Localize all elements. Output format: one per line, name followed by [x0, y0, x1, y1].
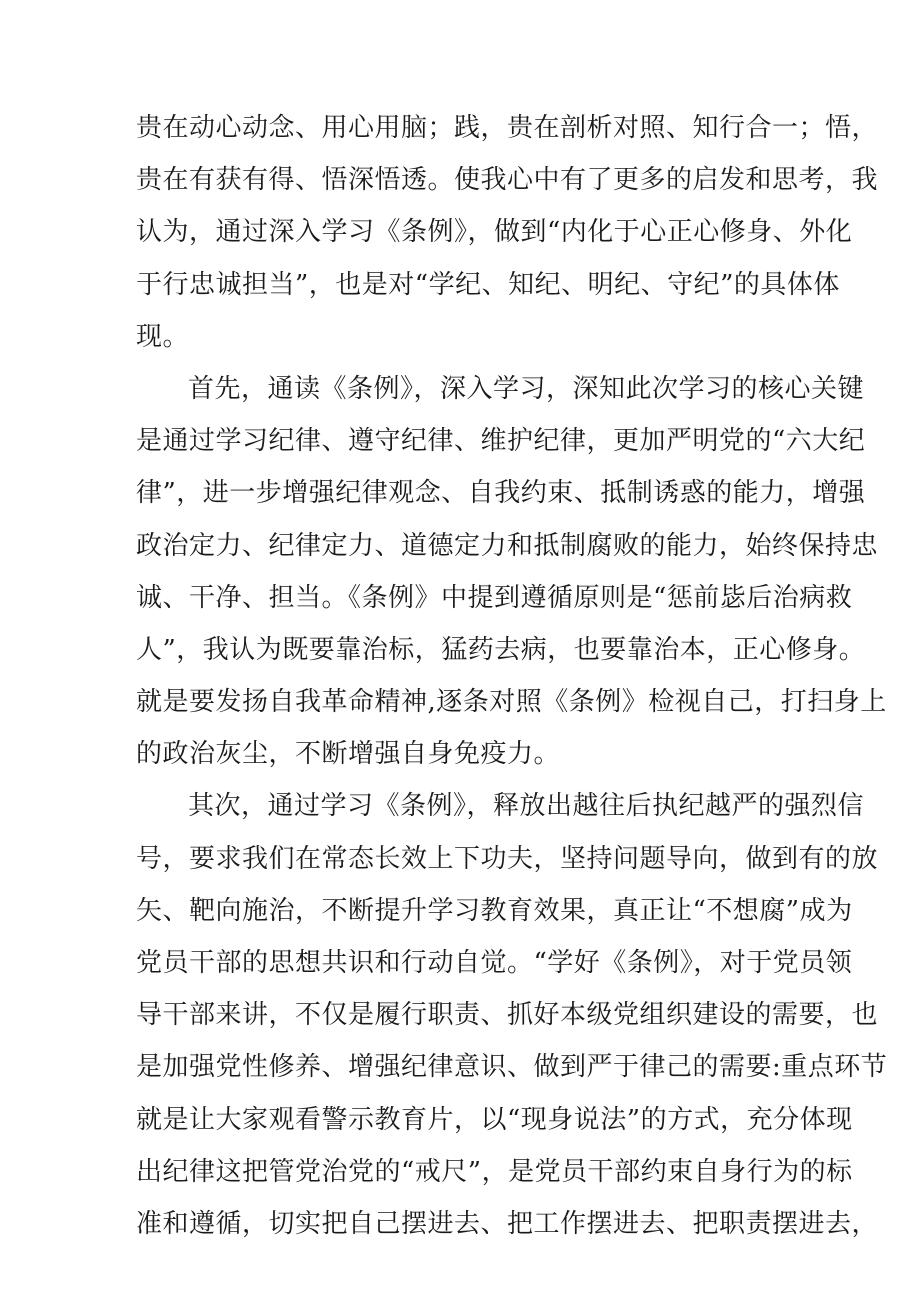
paragraph-1: [136, 102, 879, 363]
text-line: 政治定力、纪律定力、道德定力和抵制腐败的能力，始终保持忠: [136, 530, 879, 561]
text-line: 贵在动心动念、用心用脑；践，贵在剖析对照、知行合一；悟，: [136, 113, 879, 143]
text-line: 就是让大家观看警示教育片，以“现身说法”的方式，充分体现: [136, 1104, 853, 1135]
text-line: 贵在有获有得、悟深悟透。使我心中有了更多的启发和思考，我: [136, 165, 879, 196]
text-line: 现。: [136, 321, 190, 352]
text-line: 党员干部的思想共识和行动自觉。“学好《条例》，对于党员领: [136, 948, 853, 978]
text-line: 诚、干净、担当。《条例》中提到遵循原则是“惩前毖后治病救: [136, 582, 853, 613]
text-line: 的政治灰尘，不断增强自身免疫力。: [136, 739, 561, 770]
text-line: 是通过学习纪律、遵守纪律、维护纪律，更加严明党的“六大纪: [136, 426, 866, 457]
text-line: 就是要发扬自我革命精神,逐条对照《条例》检视自己，打扫身上: [136, 687, 887, 718]
text-line: 首先，通读《条例》，深入学习，深知此次学习的核心关键: [188, 373, 865, 404]
document-body: [136, 102, 888, 1250]
text-line: 导干部来讲，不仅是履行职责、抓好本级党组织建设的需要，也: [136, 1000, 879, 1031]
paragraph-2: [136, 363, 887, 781]
paragraph-3: [136, 780, 888, 1250]
text-line: 人”，我认为既要靠治标，猛药去病，也要靠治本，正心修身。: [136, 634, 866, 665]
text-line: 认为，通过深入学习《条例》，做到“内化于心正心修身、外化: [136, 217, 853, 248]
text-line: 矢、靶向施治，不断提升学习教育效果，真正让“不想腐”成为: [136, 895, 853, 926]
text-line: 出纪律这把管党治党的“戒尺”，是党员干部约束自身行为的标: [136, 1156, 853, 1187]
text-line: 号，要求我们在常态长效上下功夫，坚持问题导向，做到有的放: [136, 843, 879, 874]
text-line: 律”，进一步增强纪律观念、自我约束、抵制诱惑的能力，增强: [136, 478, 866, 509]
text-line: 于行忠诚担当”，也是对“学纪、知纪、明纪、守纪”的具体体: [136, 269, 840, 300]
text-line: 准和遵循，切实把自己摆进去、把工作摆进去、把职责摆进去，: [136, 1208, 879, 1239]
text-line: 是加强党性修养、增强纪律意识、做到严于律己的需要:重点环节: [136, 1052, 888, 1083]
text-line: 其次，通过学习《条例》，释放出越往后执纪越严的强烈信: [188, 791, 865, 822]
